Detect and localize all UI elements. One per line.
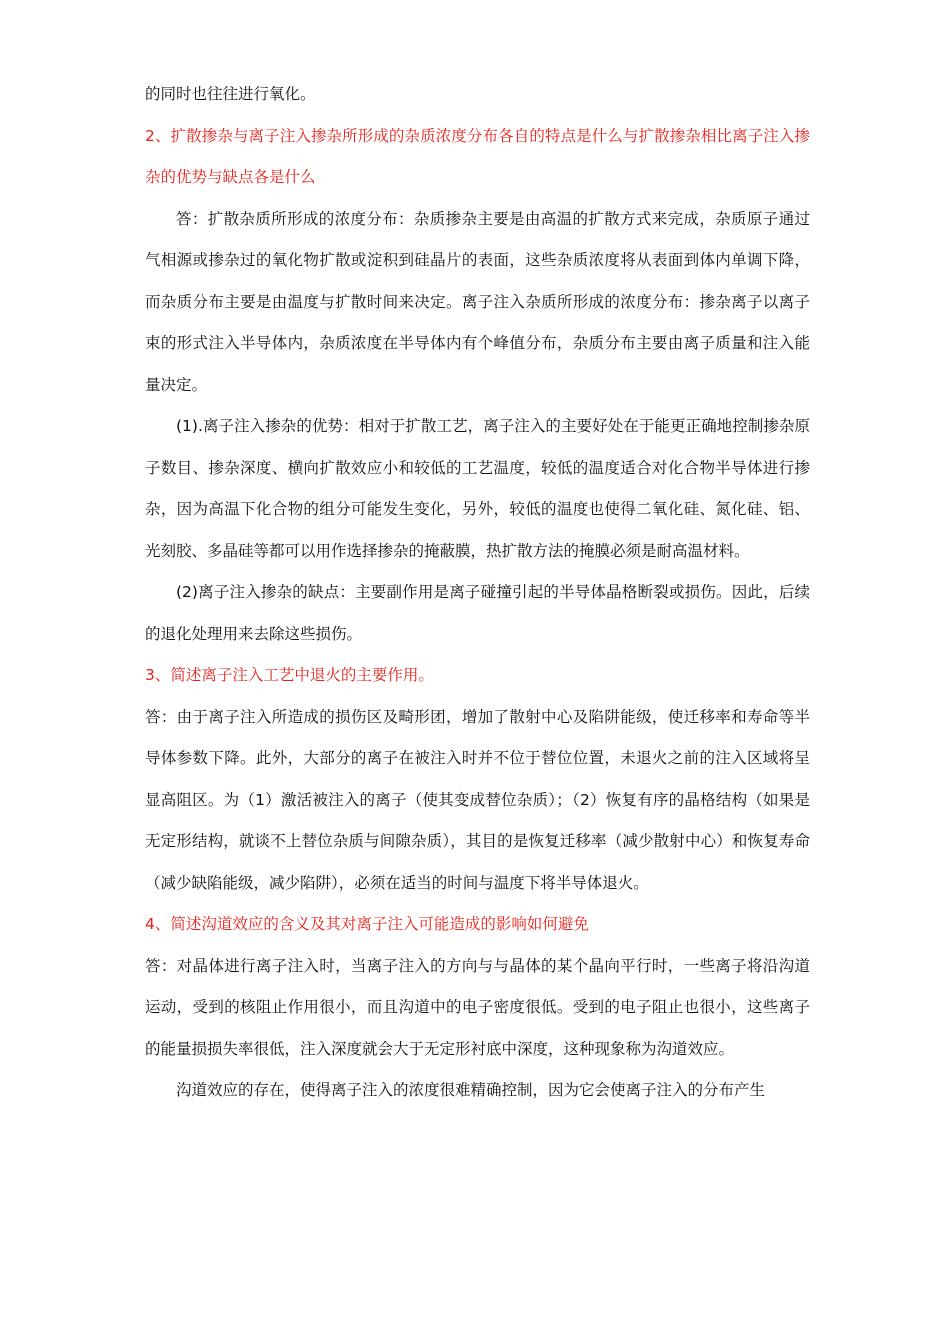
answer-paragraph-3: 答：由于离子注入所造成的损伤区及畸形团，增加了散射中心及陷阱能级，使迁移率和寿命等半导体参数下降。此外，大部分的离子在被注入时并不位于替位位置，未退火之前的注入区域将呈显高阻区。为（1）激活被注入的离子（使其变成替位杂质）；（2）恢复有序的晶格结构（如果是无定形结构，就谈不上替位杂质与间隙杂质），其目的是恢复迁移率（减少散射中心）和恢复寿命（减少缺陷能级，减少陷阱），必须在适当的时间与温度下将半导体退火。 — [145, 707, 810, 892]
question-heading-3: 3、简述离子注入工艺中退火的主要作用。 — [145, 666, 434, 684]
paragraph-continuation: 的同时也往往进行氧化。 — [145, 85, 316, 103]
advantages-paragraph: (1).离子注入掺杂的优势：相对于扩散工艺，离子注入的主要好处在于能更正确地控制掺杂原子数目、掺杂深度、横向扩散效应小和较低的工艺温度，较低的温度适合对化合物半导体进行掺杂，因为高温下化合物的组分可能发生变化，另外，较低的温度也使得二氧化硅、氮化硅、铝、光刻胶、多晶硅等都可以用作选择掺杂的掩蔽膜，热扩散方法的掩膜必须是耐高温材料。 — [145, 417, 810, 560]
answer-paragraph-2: 答：扩散杂质所形成的浓度分布：杂质掺杂主要是由高温的扩散方式来完成，杂质原子通过气相源或掺杂过的氧化物扩散或淀积到硅晶片的表面，这些杂质浓度将从表面到体内单调下降，而杂质分布主要是由温度与扩散时间来决定。离子注入杂质所形成的浓度分布：掺杂离子以离子束的形式注入半导体内，杂质浓度在半导体内有个峰值分布，杂质分布主要由离子质量和注入能量决定。 — [145, 209, 810, 394]
channeling-effect-paragraph: 沟道效应的存在，使得离子注入的浓度很难精确控制，因为它会使离子注入的分布产生 — [176, 1081, 766, 1099]
document-body — [145, 74, 810, 1112]
question-heading-2: 2、扩散掺杂与离子注入掺杂所形成的杂质浓度分布各自的特点是什么与扩散掺杂相比离子注入掺杂的优势与缺点各是什么 — [145, 126, 810, 186]
answer-paragraph-4: 答：对晶体进行离子注入时，当离子注入的方向与与晶体的某个晶向平行时，一些离子将沿沟道运动，受到的核阻止作用很小，而且沟道中的电子密度很低。受到的电子阻止也很小，这些离子的能量损损失率很低，注入深度就会大于无定形衬底中深度，这种现象称为沟道效应。 — [145, 956, 810, 1058]
disadvantages-paragraph: (2)离子注入掺杂的缺点：主要副作用是离子碰撞引起的半导体晶格断裂或损伤。因此，后续的退化处理用来去除这些损伤。 — [145, 583, 810, 643]
question-heading-4: 4、简述沟道效应的含义及其对离子注入可能造成的影响如何避免 — [145, 915, 589, 933]
